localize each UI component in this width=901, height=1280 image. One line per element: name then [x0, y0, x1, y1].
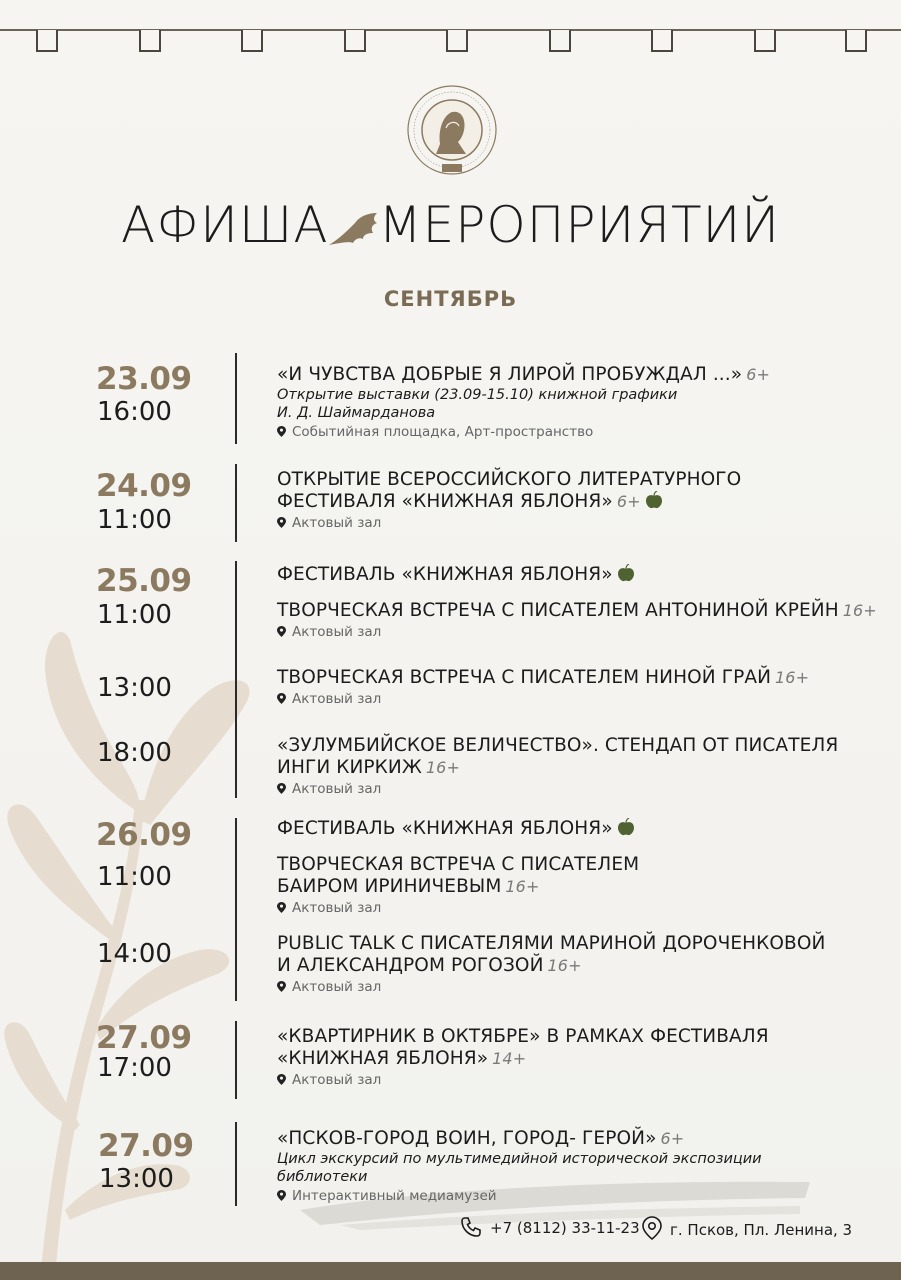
event-entry: [277, 364, 887, 441]
event-title: «КВАРТИРНИК В ОКТЯБРЕ» В РАМКАХ ФЕСТИВАЛЯ: [277, 1026, 769, 1047]
event-entry: [277, 735, 887, 798]
event-date: 23.09: [96, 361, 192, 397]
festival-line: [277, 564, 887, 586]
festival-title: ФЕСТИВАЛЬ «КНИЖНАЯ ЯБЛОНЯ»: [277, 564, 613, 585]
event-time: 13:00: [99, 1164, 174, 1194]
calendar-ring: [845, 30, 867, 52]
age-rating: 16+: [425, 758, 460, 777]
calendar-ring: [241, 30, 263, 52]
event-date: 24.09: [96, 468, 192, 504]
event-location: [277, 424, 887, 441]
festival-line: [277, 818, 887, 840]
age-rating: 6+: [660, 1129, 685, 1148]
location-label: Актовый зал: [292, 979, 382, 995]
divider: [235, 1021, 237, 1099]
month-label: СЕНТЯБРЬ: [383, 287, 518, 311]
apple-icon: [617, 564, 635, 582]
location-label: Интерактивный медиамузей: [292, 1188, 497, 1204]
festival-title: ФЕСТИВАЛЬ «КНИЖНАЯ ЯБЛОНЯ»: [277, 818, 613, 839]
event-title: И АЛЕКСАНДРОМ РОГОЗОЙ: [277, 955, 544, 976]
age-rating: 16+: [842, 601, 877, 620]
calendar-ring: [344, 30, 366, 52]
event-entry: [277, 1026, 887, 1089]
event-date: 27.09: [96, 1020, 192, 1056]
event-location: [277, 781, 887, 798]
event-title: ТВОРЧЕСКАЯ ВСТРЕЧА С ПИСАТЕЛЕМ: [277, 854, 640, 875]
event-title-line: [277, 600, 887, 622]
location-pin-icon: [277, 783, 286, 794]
calendar-ring: [549, 30, 571, 52]
event-entry: [277, 933, 887, 996]
event-location: [277, 691, 887, 708]
location-pin-icon: [277, 902, 286, 913]
event-time: 17:00: [97, 1053, 172, 1083]
event-date: 27.09: [98, 1128, 194, 1164]
location-label: Актовый зал: [292, 691, 382, 707]
bottom-bar: [0, 1262, 901, 1280]
event-title: ИНГИ КИРКИЖ: [277, 757, 422, 778]
event-entry: [277, 469, 887, 532]
event-date: 25.09: [96, 563, 192, 599]
oak-leaf-icon: [327, 209, 381, 249]
event-time: 16:00: [97, 397, 172, 427]
event-title-line: [277, 364, 887, 386]
divider: [235, 353, 237, 444]
location-pin-icon: [277, 693, 286, 704]
event-title: БАИРОМ ИРИНИЧЕВЫМ: [277, 876, 502, 897]
title-right: МЕРОПРИЯТИЙ: [378, 196, 781, 254]
event-location: [277, 900, 887, 917]
library-logo-icon: [406, 84, 498, 176]
event-subtitle: И. Д. Шаймарданова: [277, 405, 436, 421]
location-label: Актовый зал: [292, 515, 382, 531]
divider: [235, 1122, 237, 1206]
event-subtitle: Открытие выставки (23.09-15.10) книжной графики: [277, 387, 678, 403]
age-rating: 6+: [616, 492, 641, 511]
event-time: 18:00: [97, 738, 172, 768]
event-entry: [277, 667, 887, 708]
event-title: «ЗУЛУМБИЙСКОЕ ВЕЛИЧЕСТВО». СТЕНДАП ОТ ПИСАТЕЛЯ: [277, 735, 839, 756]
event-location: [277, 979, 887, 996]
location-label: Актовый зал: [292, 1072, 382, 1088]
age-rating: 16+: [547, 956, 582, 975]
location-pin-icon: [277, 517, 286, 528]
event-title: ТВОРЧЕСКАЯ ВСТРЕЧА С ПИСАТЕЛЕМ НИНОЙ ГРАЙ: [277, 667, 772, 688]
event-location: [277, 624, 887, 641]
event-location: [277, 515, 887, 532]
event-entry: [277, 818, 887, 917]
event-title: ОТКРЫТИЕ ВСЕРОССИЙСКОГО ЛИТЕРАТУРНОГО: [277, 469, 742, 490]
event-time: 14:00: [97, 939, 172, 969]
event-title-line: [277, 491, 887, 513]
age-rating: 16+: [775, 668, 810, 687]
address-text: г. Псков, Пл. Ленина, 3: [670, 1221, 853, 1239]
event-location: [277, 1072, 887, 1089]
event-title-line: [277, 667, 887, 689]
event-time: 11:00: [97, 505, 172, 535]
apple-icon: [645, 491, 663, 509]
divider: [235, 464, 237, 542]
location-pin-icon: [277, 426, 286, 437]
event-title-line: [277, 1128, 887, 1150]
phone-number: +7 (8112) 33-11-23: [490, 1219, 640, 1237]
event-entry: [277, 1128, 887, 1205]
event-title: ТВОРЧЕСКАЯ ВСТРЕЧА С ПИСАТЕЛЕМ АНТОНИНОЙ КРЕЙН: [277, 600, 839, 621]
location-label: Актовый зал: [292, 781, 382, 797]
page-title: [0, 196, 901, 254]
location-pin-icon: [642, 1216, 662, 1240]
event-title: ФЕСТИВАЛЯ «КНИЖНАЯ ЯБЛОНЯ»: [277, 491, 613, 512]
event-title-line: [277, 757, 887, 779]
event-entry: [277, 564, 887, 641]
event-title-line: [277, 1048, 887, 1070]
event-title-line: [277, 955, 887, 977]
event-subtitle: Цикл экскурсий по мультимедийной исторической экспозиции: [277, 1151, 762, 1167]
calendar-ring: [139, 30, 161, 52]
location-pin-icon: [277, 981, 286, 992]
calendar-ring: [446, 30, 468, 52]
event-subtitle: библиотеки: [277, 1169, 368, 1185]
event-title: «И ЧУВСТВА ДОБРЫЕ Я ЛИРОЙ ПРОБУЖДАЛ ...»: [277, 364, 743, 385]
calendar-ring: [651, 30, 673, 52]
location-pin-icon: [277, 1190, 286, 1201]
location-label: Актовый зал: [292, 624, 382, 640]
event-location: [277, 1188, 887, 1205]
location-label: Событийная площадка, Арт-пространство: [292, 424, 594, 440]
title-left: АФИША: [120, 196, 329, 254]
age-rating: 6+: [746, 365, 770, 384]
apple-icon: [617, 818, 635, 836]
divider: [235, 818, 237, 1001]
event-time: 13:00: [97, 673, 172, 703]
calendar-ring: [36, 30, 58, 52]
address-contact[interactable]: [642, 1216, 852, 1240]
event-time: 11:00: [97, 600, 172, 630]
location-label: Актовый зал: [292, 900, 382, 916]
event-time: 11:00: [97, 862, 172, 892]
event-title: «КНИЖНАЯ ЯБЛОНЯ»: [277, 1048, 489, 1069]
phone-contact[interactable]: [460, 1216, 640, 1238]
event-title: «ПСКОВ-ГОРОД ВОИН, ГОРОД- ГЕРОЙ»: [277, 1128, 657, 1149]
event-title-line: [277, 876, 887, 898]
phone-icon: [460, 1216, 482, 1238]
event-title: PUBLIC TALK С ПИСАТЕЛЯМИ МАРИНОЙ ДОРОЧЕНКОВОЙ: [277, 933, 826, 954]
event-date: 26.09: [96, 817, 192, 853]
calendar-ring: [754, 30, 776, 52]
location-pin-icon: [277, 1074, 286, 1085]
age-rating: 14+: [492, 1049, 527, 1068]
age-rating: 16+: [505, 877, 540, 896]
location-pin-icon: [277, 626, 286, 637]
divider: [235, 561, 237, 798]
